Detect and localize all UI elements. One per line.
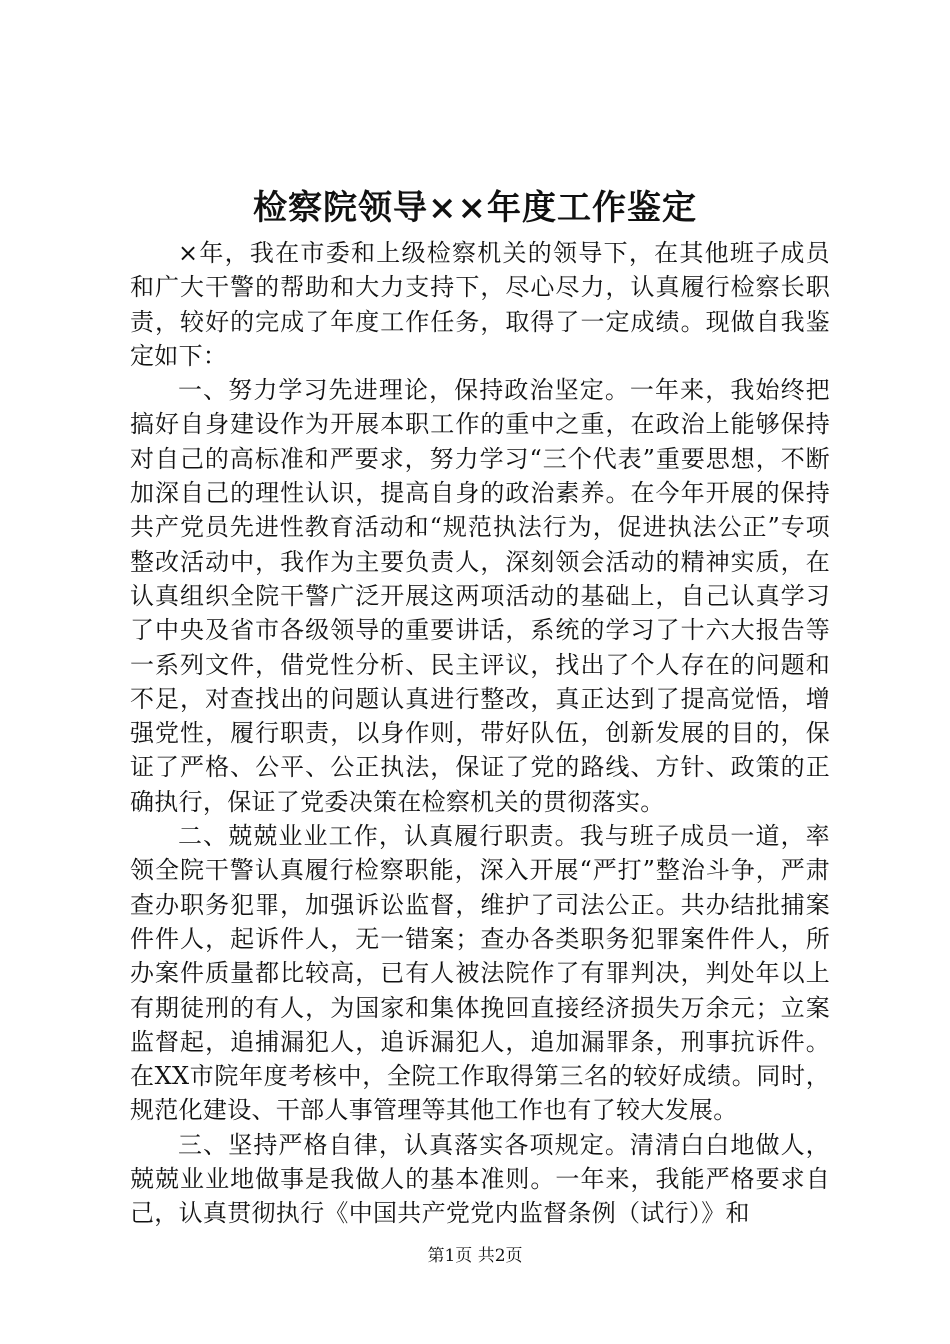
paragraph-section-1: 一、努力学习先进理论，保持政治坚定。一年来，我始终把搞好自身建设作为开展本职工作的重中之重，在政治上能够保持对自己的高标准和严要求，努力学习“三个代表”重要思想，不断加深自己的理性认识，提高自身的政治素养。在今年开展的保持共产党员先进性教育活动和“规范执法行为，促进执法公正”专项整改活动中，我作为主要负责人，深刻领会活动的精神实质，在认真组织全院干警广泛开展这两项活动的基础上，自己认真学习了中央及省市各级领导的重要讲话，系统的学习了十六大报告等一系列文件，借党性分析、民主评议，找出了个人存在的问题和不足，对查找出的问题认真进行整改，真正达到了提高觉悟，增强党性，履行职责，以身作则，带好队伍，创新发展的目的，保证了严格、公平、公正执法，保证了党的路线、方针、政策的正确执行，保证了党委决策在检察机关的贯彻落实。 <box>130 376 830 816</box>
page-number-footer: 第1页 共2页 <box>427 1246 523 1266</box>
document-body <box>130 236 830 1231</box>
paragraph-section-2: 二、兢兢业业工作，认真履行职责。我与班子成员一道，率领全院干警认真履行检察职能，深入开展“严打”整治斗争，严肃查办职务犯罪，加强诉讼监督，维护了司法公正。共办结批捕案件件人，起诉件人，无一错案；查办各类职务犯罪案件件人，所办案件质量都比较高，已有人被法院作了有罪判决，判处年以上有期徒刑的有人，为国家和集体挽回直接经济损失万余元；立案监督起，追捕漏犯人，追诉漏犯人，追加漏罪条，刑事抗诉件。在XX市院年度考核中，全院工作取得第三名的较好成绩。同时，规范化建设、干部人事管理等其他工作也有了较大发展。 <box>130 822 830 1125</box>
paragraph-section-3: 三、坚持严格自律，认真落实各项规定。清清白白地做人，兢兢业业地做事是我做人的基本准则。一年来，我能严格要求自己，认真贯彻执行《中国共产党党内监督条例（试行）》和 <box>130 1130 830 1228</box>
paragraph-intro: ×年，我在市委和上级检察机关的领导下，在其他班子成员和广大干警的帮助和大力支持下，尽心尽力，认真履行检察长职责，较好的完成了年度工作任务，取得了一定成绩。现做自我鉴定如下： <box>130 239 830 370</box>
document-title: 检察院领导××年度工作鉴定 <box>253 188 697 228</box>
